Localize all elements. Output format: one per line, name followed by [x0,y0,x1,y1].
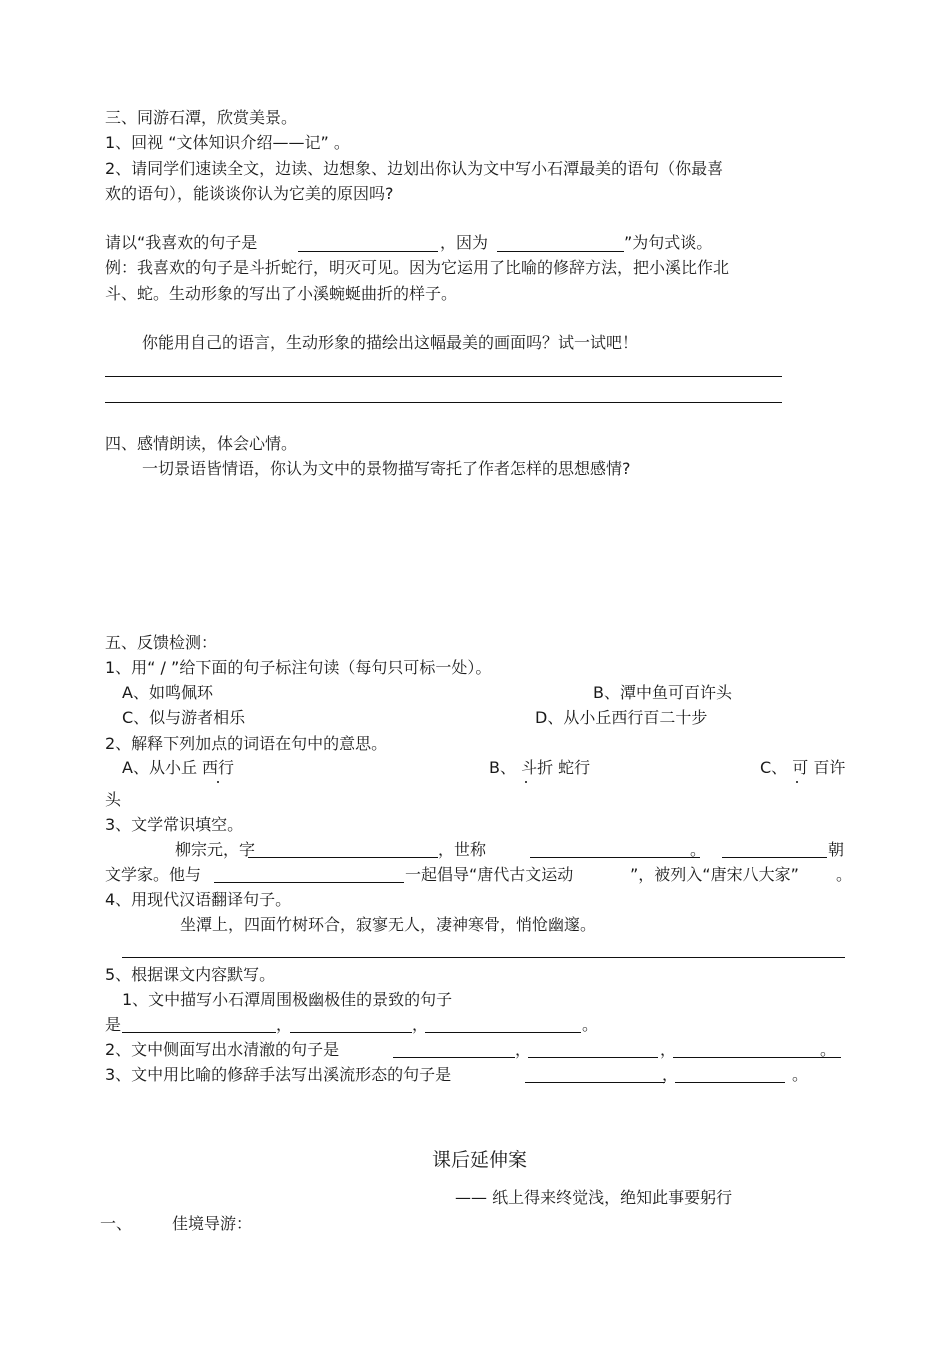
s3-format-mid: ，因为 [440,233,489,252]
s5-question-3: 3、文学常识填空。 [105,815,244,834]
s5-q1-option-c: C、似与游者相乐 [122,708,246,727]
s3-format-prefix: 请以“我喜欢的句子是 [105,233,258,252]
s5-q1-option-a: A、如鸣佩环 [122,683,213,702]
q5-3-blank-2[interactable] [675,1082,785,1083]
s5-q1-option-b: B、潭中鱼可百许头 [593,683,732,702]
s5-q3-line2-b: 一起倡导“唐代古文运动 [405,865,574,884]
s3-question-2-line2: 欢的语句），能谈谈你认为它美的原因吗? [105,184,394,203]
period: 。 [582,1015,599,1034]
q3-blank-zi[interactable] [248,857,438,858]
s3-example-line2: 斗、蛇。生动形象的写出了小溪蜿蜒曲折的样子。 [105,284,458,303]
format-blank-1[interactable] [298,251,438,252]
answer-line-2[interactable] [105,402,782,403]
s4-question: 一切景语皆情语，你认为文中的景物描写寄托了作者怎样的思想感情? [142,459,631,478]
s5-q1-option-d: D、从小丘西行百二十步 [535,708,708,727]
s5-q3-line1-b: ，世称 [438,840,487,859]
s5-question-1: 1、用“ / ”给下面的句子标注句读（每句只可标一处）。 [105,658,492,677]
q3-blank-dynasty[interactable] [722,857,827,858]
s5-q5-item-3: 3、文中用比喻的修辞手法写出溪流形态的句子是 [105,1065,452,1084]
comma: ， [660,1040,677,1059]
q5-1-blank-2[interactable] [290,1032,412,1033]
after-item-label: 佳境导游： [172,1214,253,1233]
emphasis-dot [796,781,798,783]
s5-q3-line1-d: 朝 [828,840,845,859]
q5-1-blank-1[interactable] [122,1032,276,1033]
section-4-heading: 四、感情朗读，体会心情。 [105,434,298,453]
q5-2-blank-3[interactable] [673,1057,841,1058]
s5-q4-sentence: 坐潭上，四面竹树环合，寂寥无人，凄神寒骨，悄怆幽邃。 [180,915,597,934]
q5-2-blank-1[interactable] [393,1057,515,1058]
section-3-heading: 三、同游石潭，欣赏美景。 [105,108,298,127]
s5-q2-option-c: C、 可 百许 [760,758,846,777]
answer-line-1[interactable] [105,376,782,377]
after-class-motto: —— 纸上得来终觉浅，绝知此事要躬行 [455,1188,733,1207]
after-item-number: 一、 [100,1214,133,1233]
comma: ， [515,1040,532,1059]
q3-blank-shicheng[interactable] [530,857,700,858]
s5-question-4: 4、用现代汉语翻译句子。 [105,890,292,909]
s5-q2-option-a: A、从小丘 西行 [122,758,235,777]
s5-q3-line2-c: ”，被列入“唐宋八大家” [630,865,799,884]
emphasis-dot [217,781,219,783]
q5-2-blank-2[interactable] [528,1057,658,1058]
s5-q3-line2-a: 文学家。他与 [105,865,202,884]
comma: ， [662,1065,679,1084]
s5-q2-option-b: B、 斗折 蛇行 [489,758,591,777]
s5-question-5: 5、根据课文内容默写。 [105,965,276,984]
s3-example-line1: 例：我喜欢的句子是斗折蛇行，明灭可见。因为它运用了比喻的修辞方法，把小溪比作北 [105,258,730,277]
s5-q3-line1-a: 柳宗元，字 [175,840,256,859]
period: 。 [792,1065,809,1084]
q3-blank-partner[interactable] [214,882,404,883]
s3-describe-prompt: 你能用自己的语言，生动形象的描绘出这幅最美的画面吗？试一试吧！ [142,333,639,352]
s5-q5-item-1-shi: 是 [105,1015,122,1034]
s5-q3-line1-c: 。 [690,840,707,859]
s3-question-1: 1、回视 “文体知识介绍——记” 。 [105,133,350,152]
translation-line[interactable] [122,957,845,958]
s5-q3-line2-d: 。 [836,865,853,884]
s3-format-suffix: ”为句式谈。 [624,233,713,252]
period: 。 [820,1040,837,1059]
emphasis-dot [525,781,527,783]
s5-q5-item-1: 1、文中描写小石潭周围极幽极佳的景致的句子 [122,990,453,1009]
s3-question-2-line1: 2、请同学们速读全文，边读、边想象、边划出你认为文中写小石潭最美的语句（你最喜 [105,159,724,178]
section-5-heading: 五、反馈检测： [105,633,218,652]
q5-1-blank-3[interactable] [425,1032,581,1033]
comma: ， [412,1015,429,1034]
comma: ， [276,1015,293,1034]
s5-q2-option-c-tail: 头 [105,790,122,809]
after-class-title: 课后延伸案 [432,1149,528,1171]
format-blank-2[interactable] [497,251,624,252]
s5-question-2: 2、解释下列加点的词语在句中的意思。 [105,734,388,753]
q5-3-blank-1[interactable] [525,1082,665,1083]
s5-q5-item-2: 2、文中侧面写出水清澈的句子是 [105,1040,340,1059]
